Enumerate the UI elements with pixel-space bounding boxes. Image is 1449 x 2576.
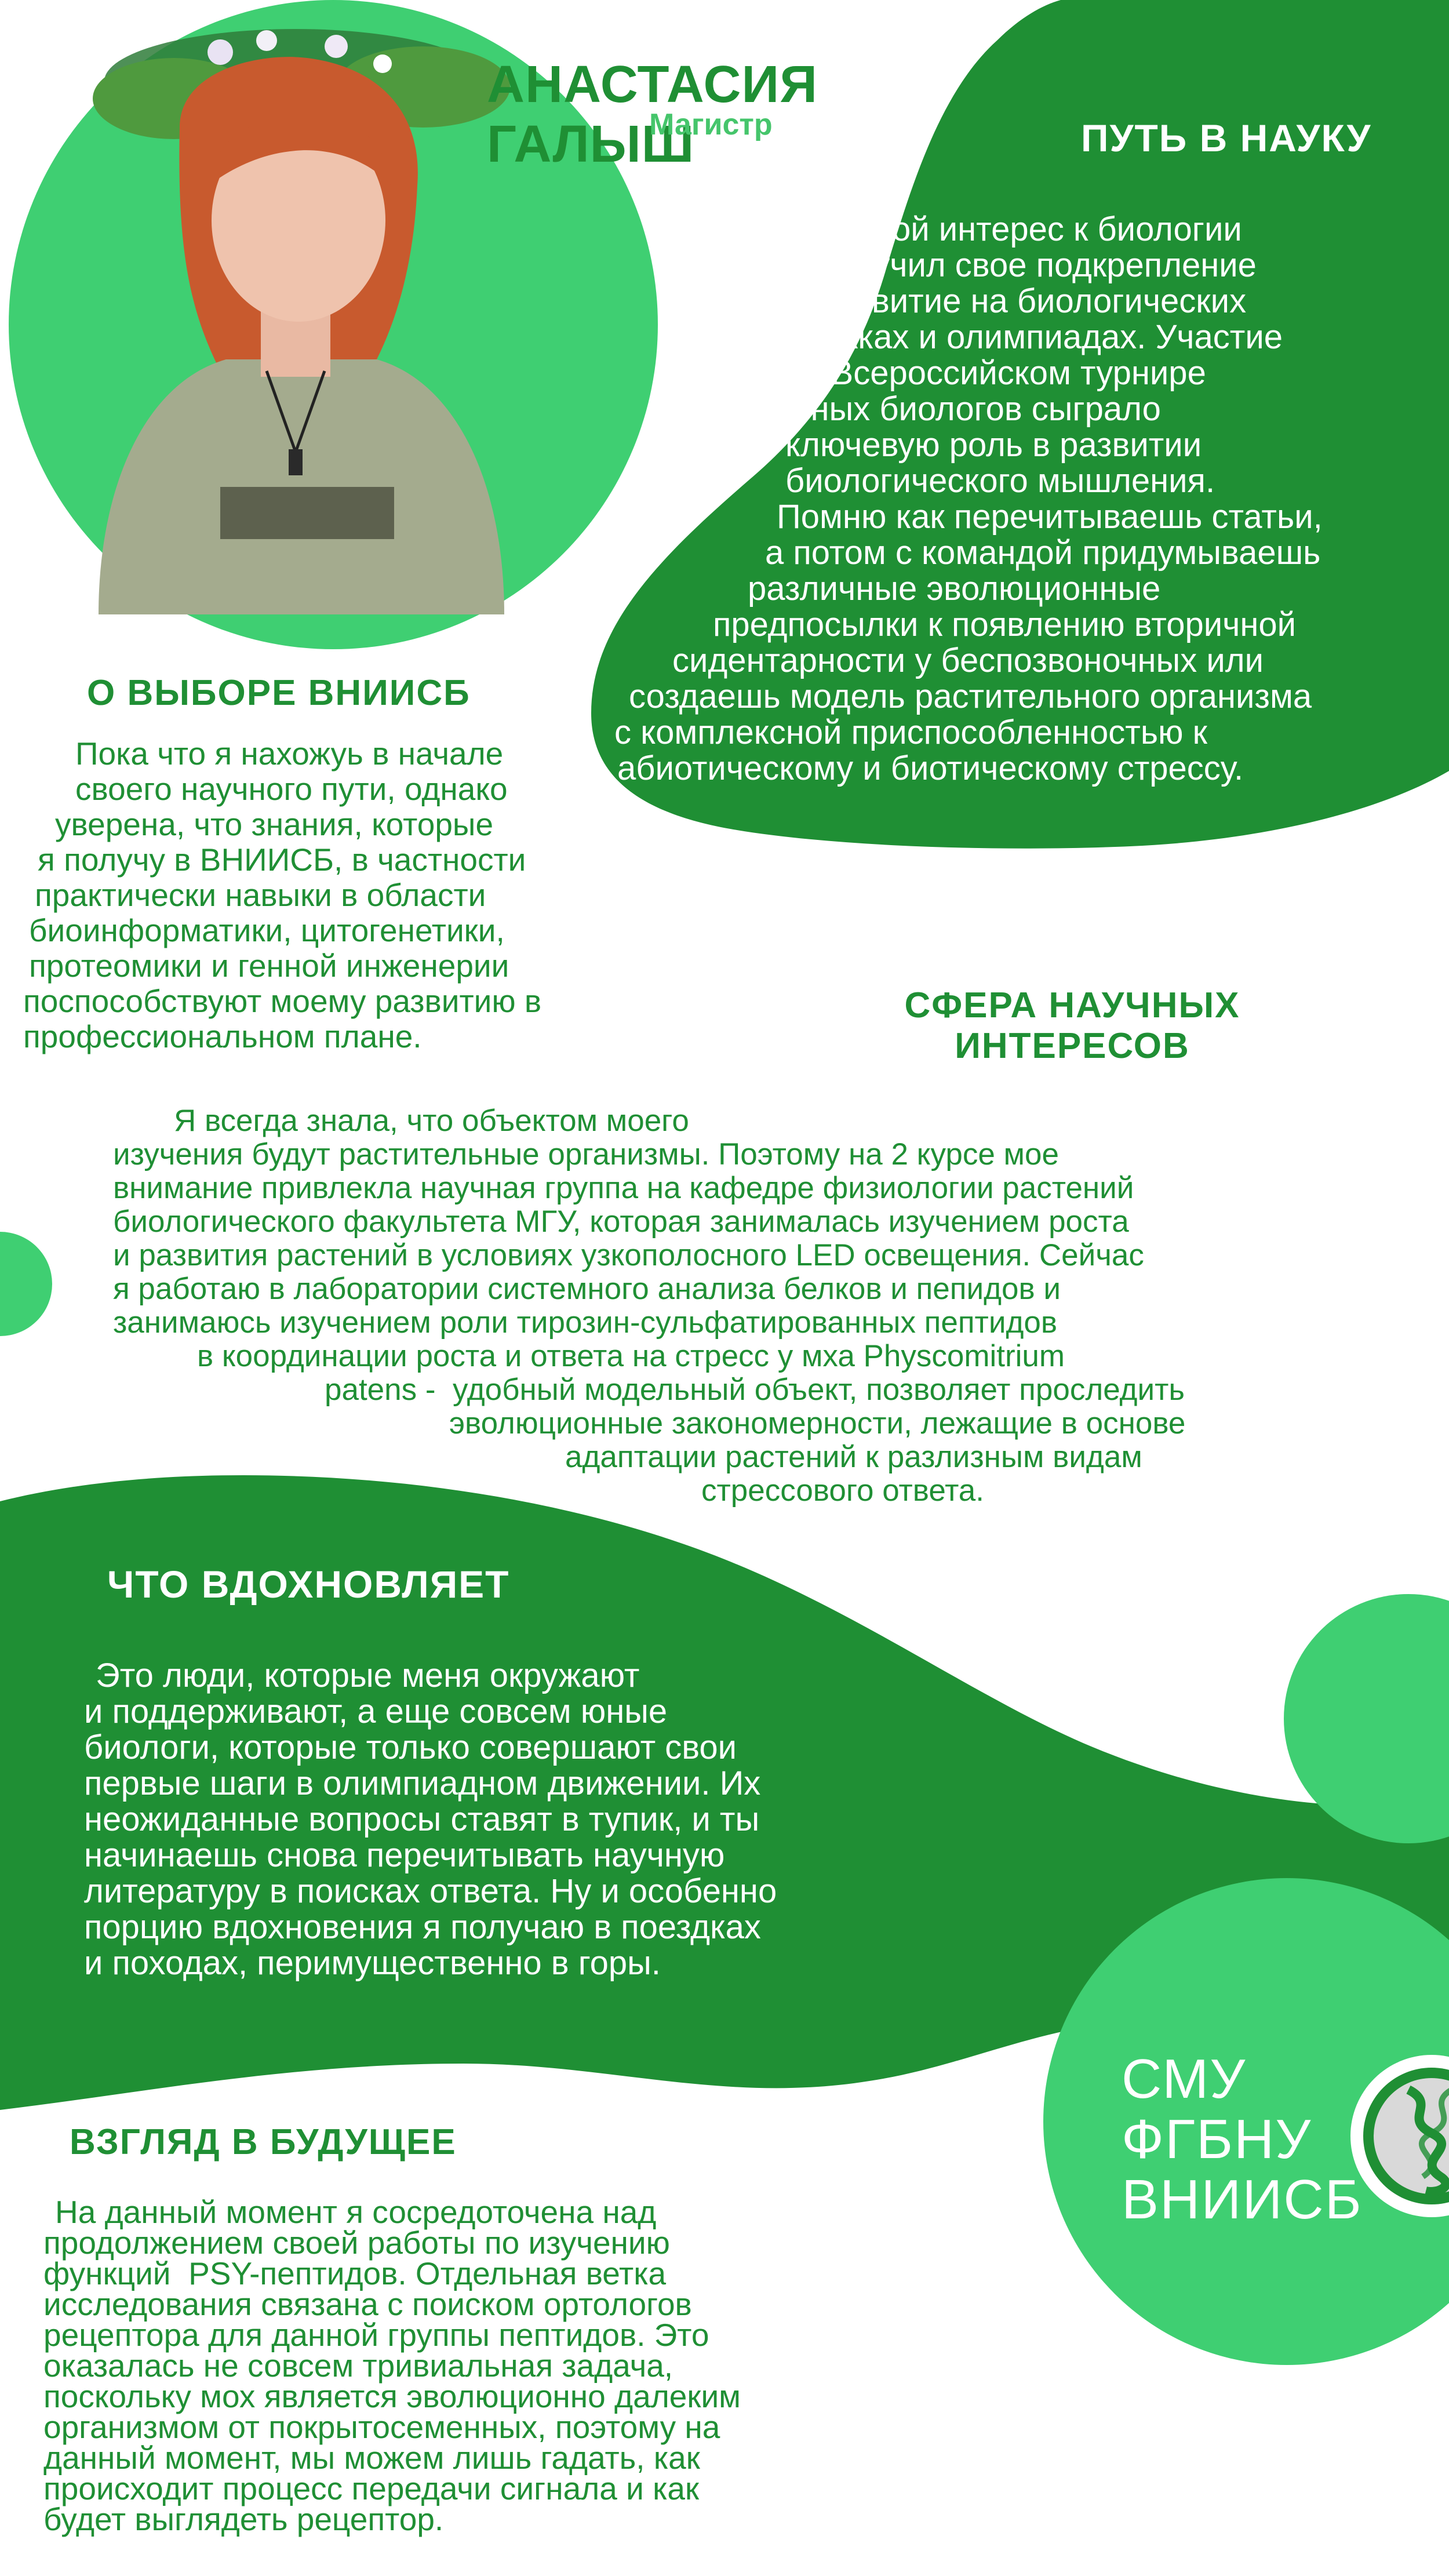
interests-line: занимаюсь изучением роли тирозин-сульфатированных пептидов	[113, 1305, 1057, 1340]
interests-heading-line: ИНТЕРЕСОВ	[955, 1026, 1190, 1066]
inspiration-line: первые шаги в олимпиадном движении. Их	[84, 1764, 761, 1802]
future-line: рецептора для данной группы пептидов. Это	[43, 2317, 709, 2353]
path-heading: ПУТЬ В НАУКУ	[1081, 117, 1372, 159]
interests-line: я работаю в лаборатории системного анализа белков и пепидов и	[113, 1272, 1061, 1306]
path-line: сидентарности у беспозвоночных или	[672, 642, 1264, 679]
path-line: различные эволюционные	[748, 570, 1161, 607]
future-text	[43, 2194, 1029, 2537]
interests-line: Я всегда знала, что объектом моего	[174, 1104, 689, 1138]
path-line: абиотическому и биотическому стрессу.	[617, 749, 1244, 787]
inspiration-line: литературу в поисках ответа. Ну и особенно	[84, 1872, 777, 1910]
inspiration-heading: ЧТО ВДОХНОВЛЯЕТ	[107, 1563, 510, 1606]
inspiration-line: начинаешь снова перечитывать научную	[84, 1836, 725, 1874]
logo-line: ФГБНУ	[1122, 2108, 1312, 2170]
path-line: Мой интерес к биологии	[864, 210, 1242, 248]
interests-line: в координации роста и ответа на стресс у мха Physcomitrium	[197, 1339, 1065, 1373]
future-line: происходит процесс передачи сигнала и как	[43, 2471, 700, 2506]
future-line: будет выглядеть рецептор.	[43, 2501, 444, 2537]
path-line: и развитие на биологических	[791, 282, 1247, 320]
path-line: получил свое подкрепление	[817, 246, 1257, 284]
interests-line: изучения будут растительные организмы. Поэтому на 2 курсе мое	[113, 1137, 1059, 1171]
future-line: продолжением своей работы по изучению	[43, 2225, 670, 2261]
choice-line: я получу в ВНИИСБ, в частности	[38, 842, 526, 878]
inspiration-line: Это люди, которые меня окружают	[96, 1657, 640, 1694]
path-text	[603, 212, 1437, 787]
inspiration-line: неожиданные вопросы ставят в тупик, и ты	[84, 1800, 760, 1838]
future-line: функций PSY-пептидов. Отдельная ветка	[43, 2255, 667, 2291]
interests-line: биологического факультета МГУ, которая занималась изучением роста	[113, 1205, 1129, 1239]
interests-line: эволюционные закономерности, лежащие в основе	[449, 1406, 1186, 1440]
future-line: поскольку мох является эволюционно далеким	[43, 2378, 741, 2414]
path-line: биологического мышления.	[785, 462, 1215, 500]
future-line: исследования связана с поиском ортологов	[43, 2286, 692, 2322]
choice-line: профессиональном плане.	[23, 1018, 422, 1054]
left-small-circle	[0, 1232, 52, 1336]
future-line: организмом от покрытосеменных, поэтому на	[43, 2409, 720, 2445]
future-heading: ВЗГЛЯД В БУДУЩЕЕ	[70, 2122, 457, 2162]
inspiration-line: порцию вдохновения я получаю в поездках	[84, 1908, 761, 1946]
org-logo-text	[1122, 2049, 1363, 2230]
choice-heading: О ВЫБОРЕ ВНИИСБ	[87, 673, 471, 713]
logo-line: СМУ	[1122, 2048, 1247, 2110]
interests-line: внимание привлекла научная группа на кафедре физиологии растений	[113, 1171, 1134, 1205]
choice-line: своего научного пути, однако	[75, 771, 508, 807]
interests-heading	[811, 985, 1333, 1067]
future-line: На данный момент я сосредоточена над	[55, 2194, 657, 2230]
future-line: данный момент, мы можем лишь гадать, как	[43, 2440, 700, 2476]
choice-line: Пока что я нахожуь в начале	[75, 736, 504, 772]
portrait-photo	[75, 12, 516, 614]
future-line: оказалась не совсем тривиальная задача,	[43, 2348, 673, 2384]
path-line: Помню как перечитываешь статьи,	[777, 498, 1323, 536]
interests-line: стрессового ответа.	[701, 1473, 984, 1508]
choice-line: уверена, что знания, которые	[55, 806, 494, 842]
choice-line: практически навыки в области	[35, 877, 486, 913]
interests-text	[113, 1104, 1440, 1508]
inspiration-line: и поддерживают, а еще совсем юные	[84, 1693, 668, 1730]
logo-line: ВНИИСБ	[1122, 2169, 1363, 2231]
interests-line: patens - удобный модельный объект, позволяет проследить	[325, 1373, 1185, 1407]
inspiration-line: и походах, перимущественно в горы.	[84, 1944, 661, 1982]
path-line: ключевую роль в развитии	[785, 426, 1202, 464]
person-name: АНАСТАСИЯ ГАЛЫШ	[487, 56, 818, 173]
path-line: создаешь модель растительного организма	[629, 678, 1312, 715]
choice-line: поспособствуют моему развитию в	[23, 983, 542, 1019]
path-line: кружках и олимпиадах. Участие	[785, 318, 1283, 356]
inspiration-text	[81, 1658, 1009, 1981]
vniisb-emblem-icon	[1345, 2049, 1449, 2223]
choice-line: биоинформатики, цитогенетики,	[29, 912, 505, 948]
path-line: предпосылки к появлению вторичной	[713, 606, 1297, 643]
path-line: во Всероссийском турнире	[785, 354, 1206, 392]
choice-line: протеомики и генной инженерии	[29, 948, 509, 984]
path-line: а потом с командой придумываешь	[765, 534, 1321, 572]
degree-label: Магистр	[649, 108, 773, 141]
interests-line: адаптации растений к разлизным видам	[565, 1440, 1142, 1474]
path-line: с комплексной приспособленностью к	[614, 714, 1208, 751]
choice-text	[23, 736, 649, 1054]
path-line: юных биологов сыграло	[785, 390, 1161, 428]
interests-heading-line: СФЕРА НАУЧНЫХ	[904, 985, 1240, 1025]
inspiration-line: биологи, которые только совершают свои	[84, 1729, 737, 1766]
interests-line: и развития растений в условиях узкополосного LED освещения. Сейчас	[113, 1238, 1144, 1272]
